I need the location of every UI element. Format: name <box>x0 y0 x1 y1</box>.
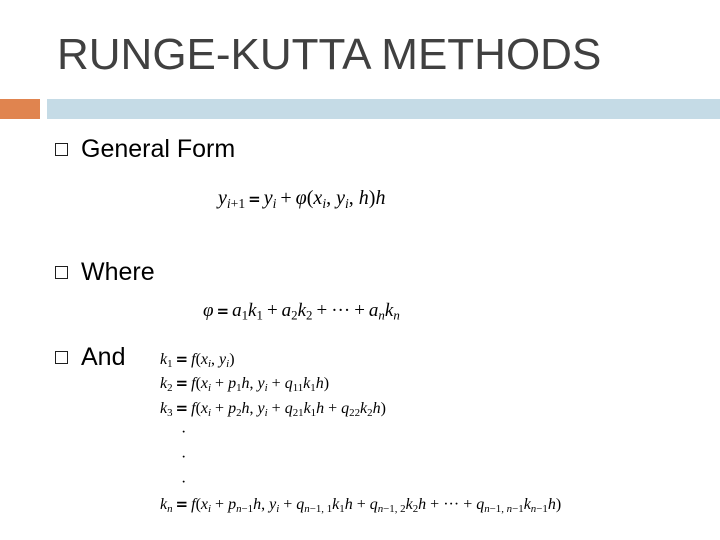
ellipsis-dot: · <box>181 424 187 441</box>
kn-equation: $k_n = f(x_i + p_{n-1}h$, $y_i + q_{n-1, 1}k_1h + q_{n-1, 2}k_2h$ + ··· + $q_{n-1, n-1}k_{n-1}h$) <box>160 495 562 516</box>
bullet-where: Where <box>81 258 155 286</box>
ellipsis-dot: · <box>181 474 187 491</box>
phi-equation: $\varphi = a_1k_1 + a_2k_2$ + ··· + $a_nk_n$ <box>203 300 400 323</box>
k1-equation: $k_1 = f(x_i$, $y_i$) <box>160 350 235 371</box>
bullet-and: And <box>81 343 126 371</box>
title-underline-bar <box>47 99 720 119</box>
bullet-general-form: General Form <box>81 135 236 163</box>
bullet-square-icon <box>55 143 68 156</box>
k2-equation: $k_2 = f(x_i + p_1h$, $y_i + q_{11}k_1h$) <box>160 374 330 395</box>
ellipsis-dot: · <box>181 449 187 466</box>
bullet-square-icon <box>55 351 68 364</box>
title-accent-bar <box>0 99 40 119</box>
slide-title: RUNGE-KUTTA METHODS <box>57 30 602 79</box>
general-form-equation: $y_{i+1} = y_i + \varphi(x_i$, $y_i$, h)h <box>218 187 386 211</box>
k3-equation: $k_3 = f(x_i + p_2h$, $y_i + q_{21}k_1h + q_{22}k_2h$) <box>160 399 386 420</box>
bullet-square-icon <box>55 266 68 279</box>
